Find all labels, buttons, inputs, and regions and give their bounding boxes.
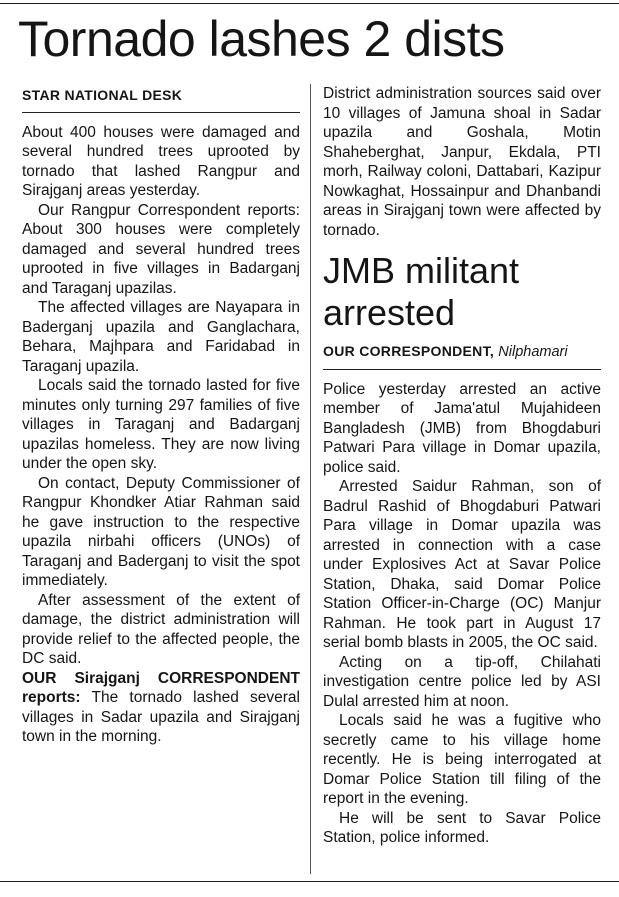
story1-headline: Tornado lashes 2 dists xyxy=(18,11,505,67)
story1-paragraph-3: The affected villages are Nayapara in Baderganj upazila and Ganglachara, Behara, Majhpara and Faridabad in Taraganj upazila. xyxy=(22,299,300,375)
story1-paragraph-4: Locals said the tornado lasted for five minutes only turning 297 families of five villages in Taraganj and Badarganj upazilas homeless. They are now living under the open sky. xyxy=(22,377,300,472)
story2-paragraph-3: Acting on a tip-off, Chilahati investigation centre police led by ASI Dulal arrested him at noon. xyxy=(323,653,601,710)
story1-paragraph-5: On contact, Deputy Commissioner of Rangpur Khondker Atiar Rahman said he gave instruction to the respective upazila nirbahi officers (UNOs) of Taraganj and Baderganj to visit the spot immediately. xyxy=(22,474,300,589)
story1-paragraph-1: About 400 houses were damaged and several hundred trees uprooted by tornado that lashed Rangpur and Sirajganj areas yesterday. xyxy=(22,123,300,199)
story2-byline-rule xyxy=(323,369,601,370)
story2-byline-name: OUR CORRESPONDENT, xyxy=(323,343,495,359)
column-divider xyxy=(310,84,311,874)
story1-column-left xyxy=(22,84,300,747)
story1-sirajganj-paragraph xyxy=(22,669,300,747)
story1-paragraph-2: Our Rangpur Correspondent reports: About 300 houses were completely damaged and several hundred trees uprooted in five villages in Badarganj and Taraganj upazilas. xyxy=(22,201,300,297)
story2-paragraph-4: Locals said he was a fugitive who secretly came to his village home recently. He is being interrogated at Domar Police Station till filing of the report in the evening. xyxy=(323,712,601,807)
story1-continuation-space xyxy=(323,84,601,240)
story2-paragraph-1: Police yesterday arrested an active member of Jama'atul Mujahideen Bangladesh (JMB) from Bhogdaburi Patwari Para village in Domar upazila, police said. xyxy=(323,380,601,476)
story2-byline-place: Nilphamari xyxy=(498,344,568,360)
top-border xyxy=(0,3,619,4)
story2-paragraph-5: He will be sent to Savar Police Station, police informed. xyxy=(323,809,601,846)
story1-byline-rule xyxy=(22,112,300,113)
story2-paragraph-2: Arrested Saidur Rahman, son of Badrul Rashid of Bhogdaburi Patwari Para village in Domar upazila was arrested in connection with a case under Explosives Act at Savar Police Station, Dhaka, said Domar Police Station Officer-in-Charge (OC) Manjur Rahman. He took part in August 17 serial bomb blasts in 2005, the OC said. xyxy=(323,478,601,651)
story2-column-right xyxy=(323,84,601,848)
story1-byline: STAR NATIONAL DESK xyxy=(22,87,183,103)
sirajganj-report-text: The tornado lashed several villages in Sadar upazila and Sirajganj town in the morning. xyxy=(22,689,300,745)
story1-paragraph-last: District administration sources said over 10 villages of Jamuna shoal in Sadar upazila and Goshala, Motin Shaheberghat, Janpur, Ekdala, PTI morh, Railway coloni, Dattabari, Kazipur Nowkaghat, Hossainpur and Dhanbandi areas in Sirajganj town were affected by tornado. xyxy=(323,85,601,239)
story1-paragraph-6: After assessment of the extent of damage, the district administration will provide relief to the affected people, the DC said. xyxy=(22,591,300,667)
bottom-border xyxy=(0,881,619,882)
story2-byline xyxy=(323,342,601,363)
sirajganj-correspondent-lead: OUR Sirajganj CORRESPONDENT reports: xyxy=(22,669,300,706)
story2-headline: JMB militant arrested xyxy=(323,250,520,333)
